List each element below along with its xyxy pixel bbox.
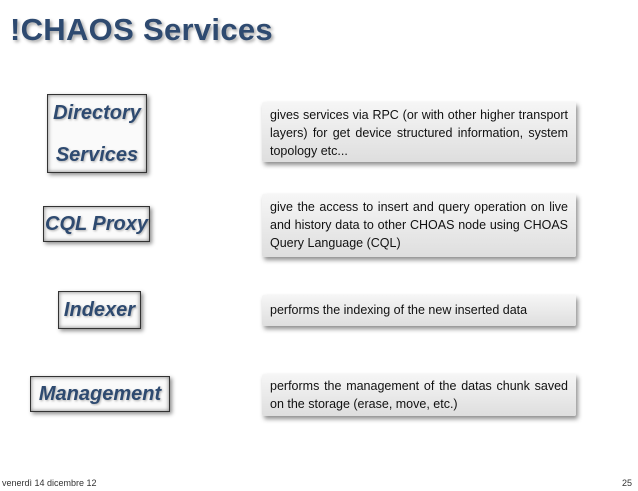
- indexer-label: Indexer: [58, 291, 141, 329]
- directory-services-description: gives services via RPC (or with other higher transport layers) for get device structured information, system topology etc...: [262, 102, 576, 162]
- cql-proxy-description: give the access to insert and query operation on live and history data to other CHOAS node using CHOAS Query Language (CQL): [262, 194, 576, 257]
- page-number: 25: [621, 478, 632, 488]
- slide-title: !CHAOS Services: [10, 12, 273, 47]
- management-description: performs the management of the datas chunk saved on the storage (erase, move, etc.): [262, 374, 576, 416]
- label-line-2: Services: [55, 143, 139, 166]
- label-line-1: Directory: [53, 101, 141, 124]
- cql-proxy-label: CQL Proxy: [43, 206, 150, 242]
- directory-services-label: [47, 94, 147, 173]
- footer-date: venerdì 14 dicembre 12: [2, 478, 97, 488]
- indexer-description: performs the indexing of the new inserted data: [262, 295, 576, 326]
- management-label: Management: [30, 376, 170, 412]
